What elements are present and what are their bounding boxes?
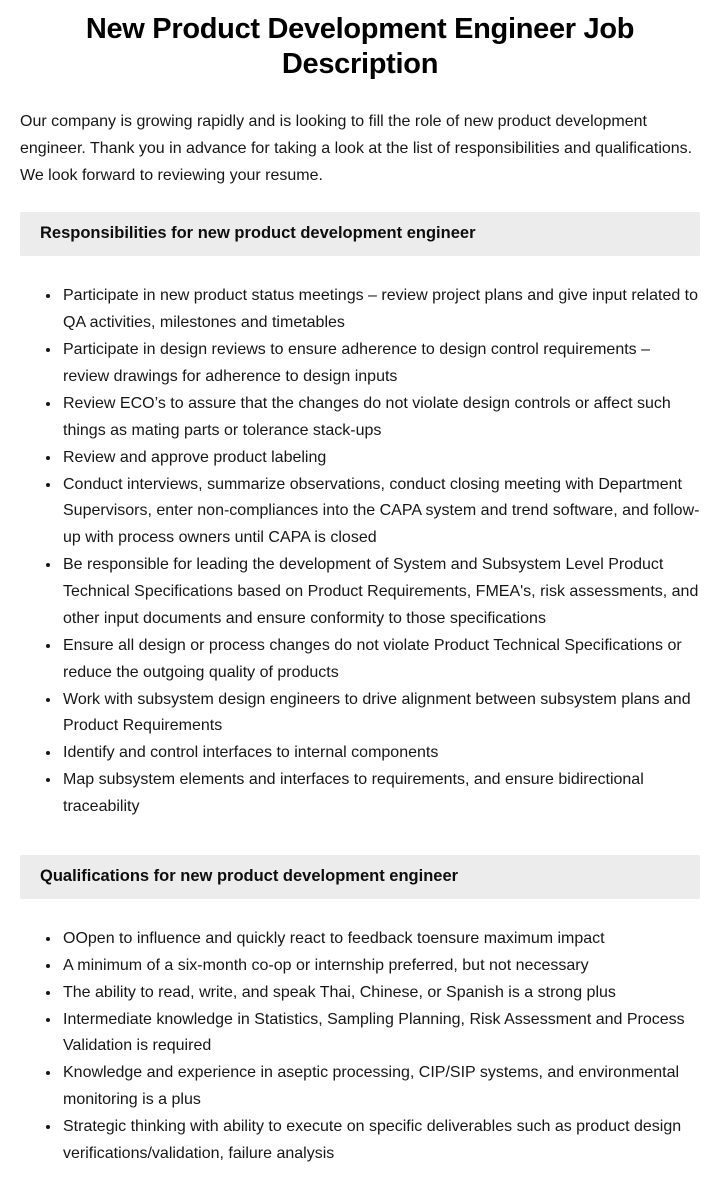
- list-item: • Participate in design reviews to ensure adherence to design control requirements – review drawings for adherence to design inputs: [61, 337, 700, 391]
- list-item: • Intermediate knowledge in Statistics, Sampling Planning, Risk Assessment and Process Validation is required: [61, 1007, 700, 1061]
- list-item: • OOpen to influence and quickly react to feedback toensure maximum impact: [61, 926, 700, 953]
- list-item: • The ability to read, write, and speak Thai, Chinese, or Spanish is a strong plus: [61, 980, 700, 1007]
- list-item: • Identify and control interfaces to internal components: [61, 740, 700, 767]
- intro-paragraph: Our company is growing rapidly and is looking to fill the role of new product development engineer. Thank you in advance for taking a look at the list of responsibilities and qualifications. We look forward to reviewing your resume.: [20, 112, 693, 184]
- list-item: • Participate in new product status meetings – review project plans and give input related to QA activities, milestones and timetables: [61, 283, 700, 337]
- qualifications-section: [20, 855, 700, 1168]
- list-item: • Map subsystem elements and interfaces to requirements, and ensure bidirectional traceability: [61, 767, 700, 821]
- qualifications-heading: Qualifications for new product development engineer: [20, 855, 700, 899]
- list-item: • Be responsible for leading the development of System and Subsystem Level Product Technical Specifications based on Product Requirements, FMEA's, risk assessments, and other input documents and ensure conformity to those specifications: [61, 552, 700, 633]
- list-item: • Review ECO’s to assure that the changes do not violate design controls or affect such things as mating parts or tolerance stack-ups: [61, 391, 700, 445]
- list-item: • Ensure all design or process changes do not violate Product Technical Specifications or reduce the outgoing quality of products: [61, 633, 700, 687]
- responsibilities-section: [20, 212, 700, 821]
- list-item: • Review and approve product labeling: [61, 445, 700, 472]
- list-item: • Knowledge and experience in aseptic processing, CIP/SIP systems, and environmental monitoring is a plus: [61, 1060, 700, 1114]
- list-item: • Conduct interviews, summarize observations, conduct closing meeting with Department Supervisors, enter non-compliances into the CAPA system and trend software, and follow-up with process owners until CAPA is closed: [61, 472, 700, 553]
- responsibilities-heading: Responsibilities for new product development engineer: [20, 212, 700, 256]
- list-item: • Strategic thinking with ability to execute on specific deliverables such as product design verifications/validation, failure analysis: [61, 1114, 700, 1168]
- responsibilities-list: [20, 283, 700, 821]
- list-item: • A minimum of a six-month co-op or internship preferred, but not necessary: [61, 953, 700, 980]
- list-item: • Work with subsystem design engineers to drive alignment between subsystem plans and Product Requirements: [61, 687, 700, 741]
- page-title: New Product Development Engineer Job Description: [85, 13, 635, 81]
- qualifications-list: [20, 926, 700, 1168]
